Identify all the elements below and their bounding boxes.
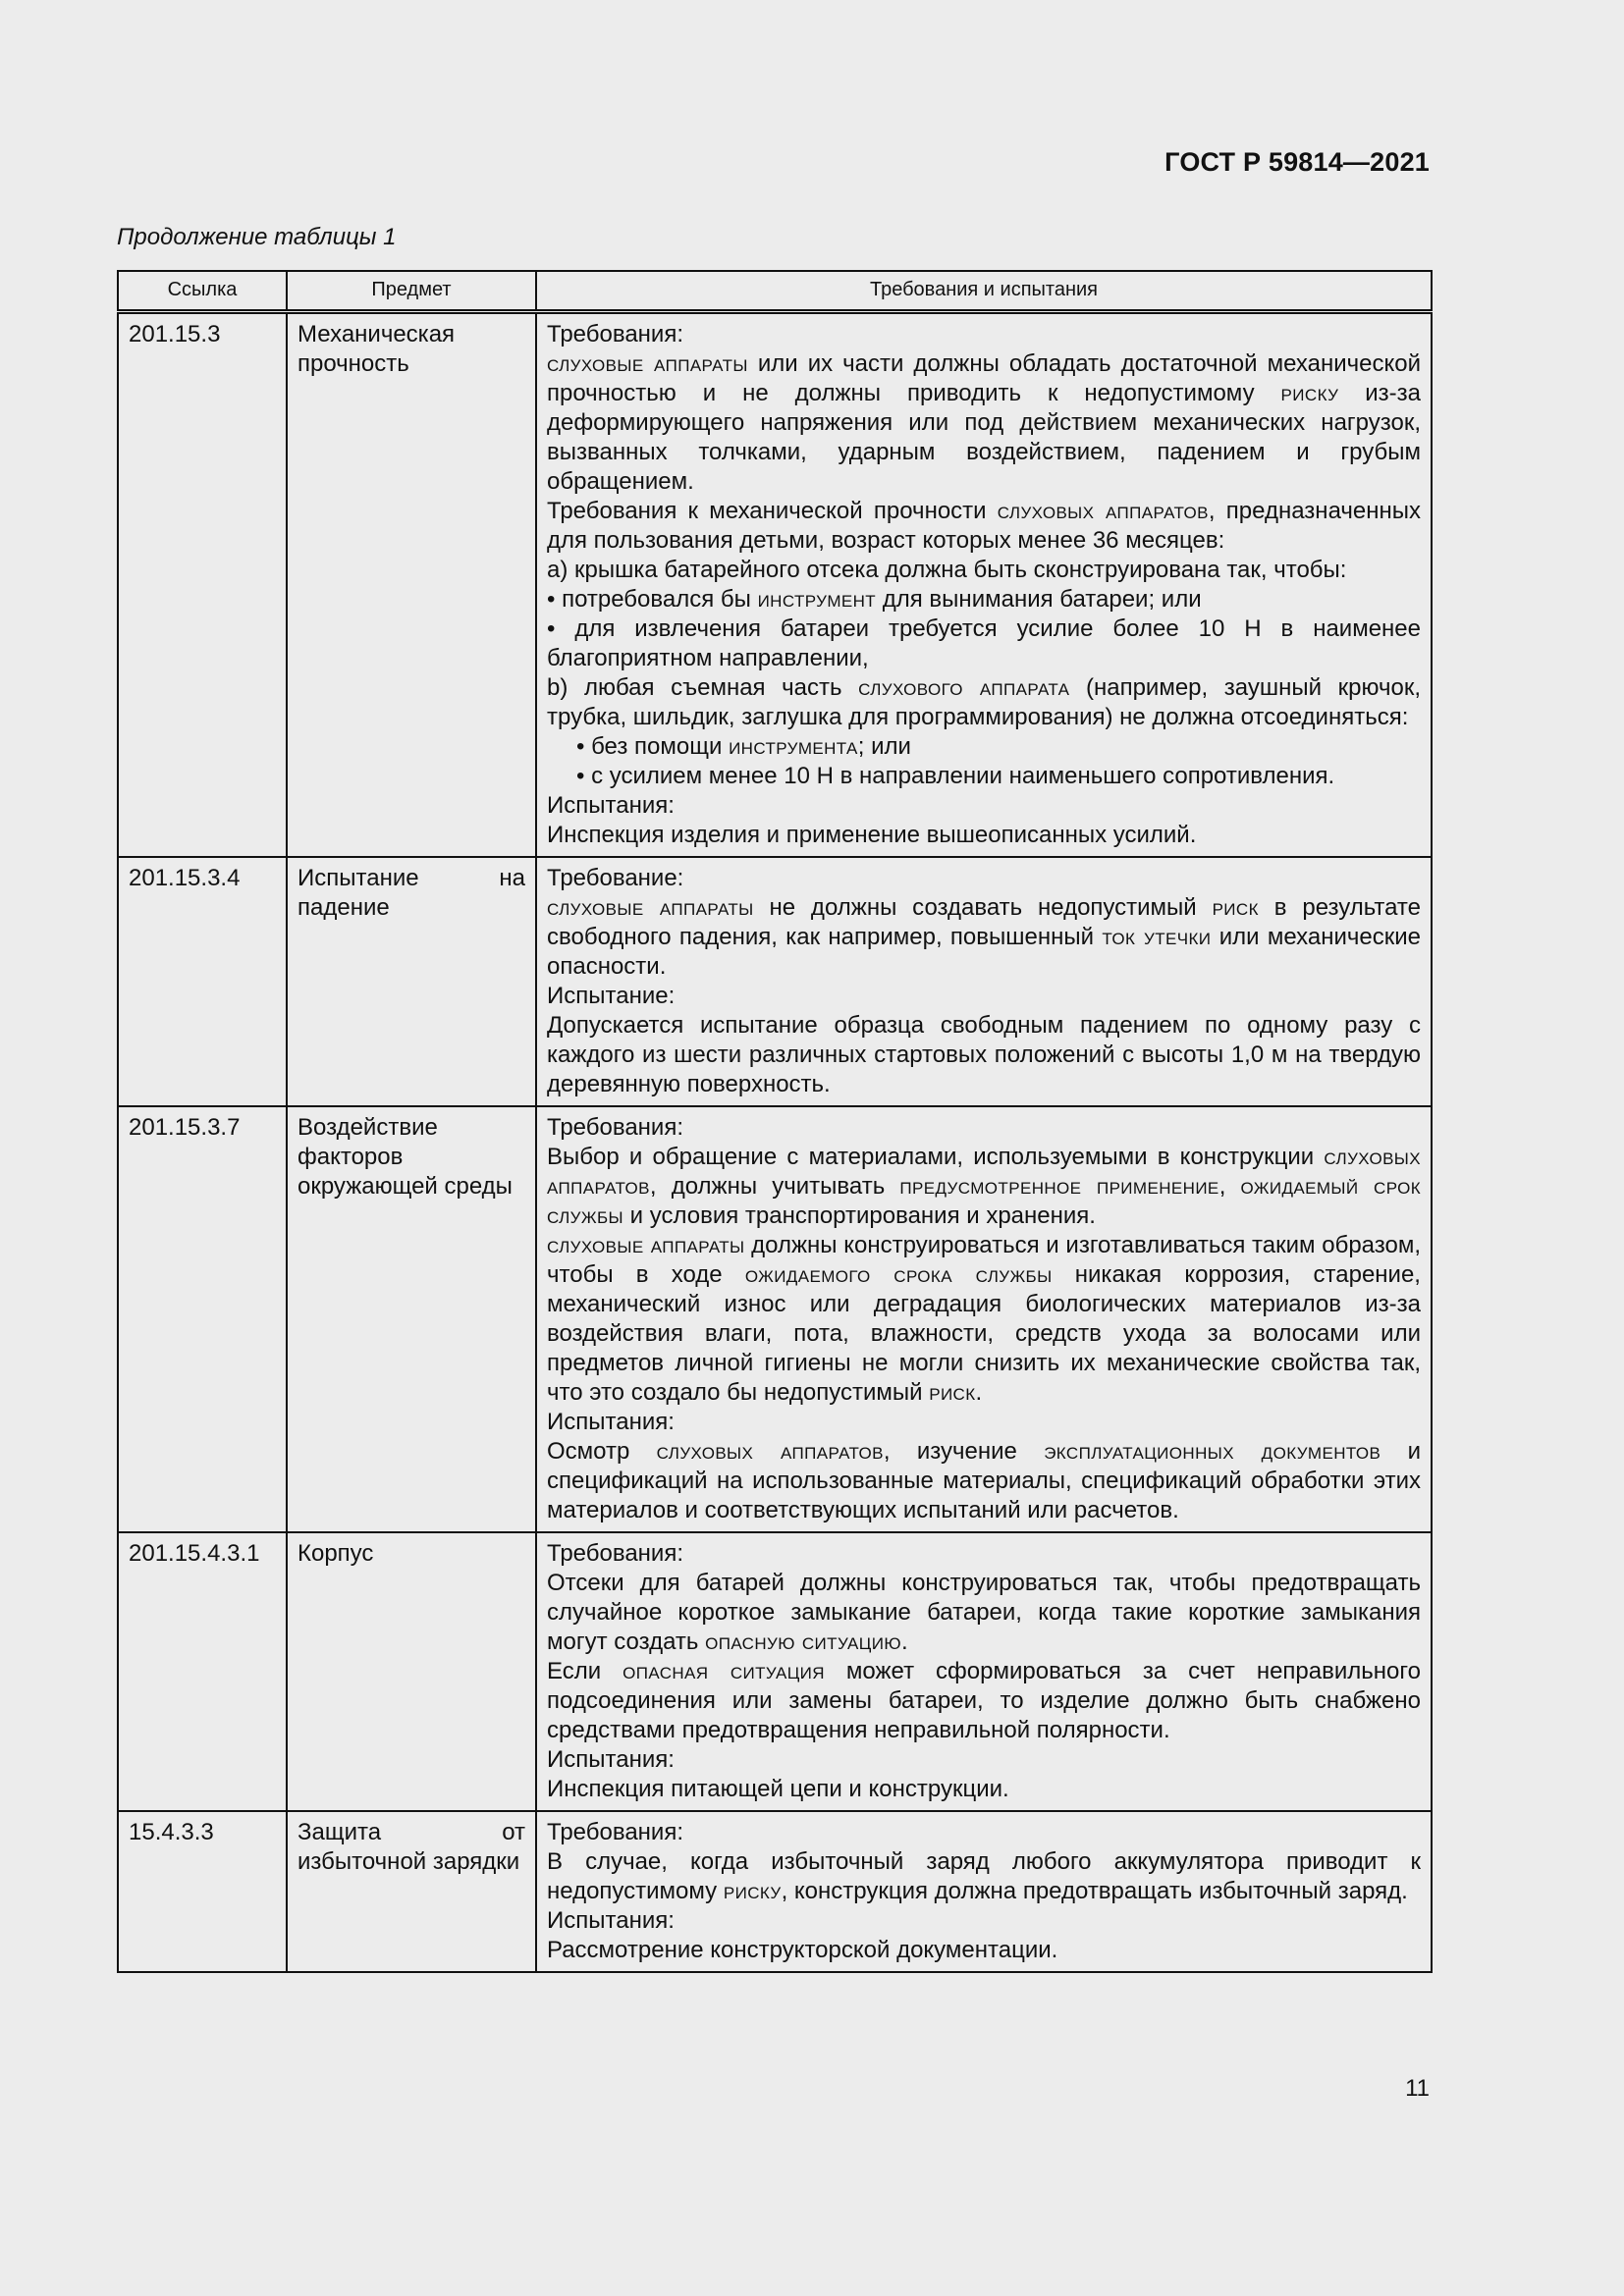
requirement-line: Испытание: [547, 983, 676, 1009]
requirement-line: Требования: [547, 1819, 683, 1845]
requirement-line: • потребовался бы инструмент для вынимания батареи; или [547, 586, 1202, 613]
defined-term: слуховых аппаратов [997, 498, 1209, 524]
defined-term: эксплуатационных документов [1044, 1438, 1381, 1465]
requirements-cell [536, 857, 1432, 1106]
requirement-line: Требования: [547, 1540, 683, 1567]
table-header-row [118, 271, 1432, 312]
table-row [118, 1106, 1432, 1532]
defined-term: слуховые аппараты [547, 350, 748, 377]
defined-term: риск [1212, 894, 1259, 921]
defined-term: опасная ситуация [623, 1658, 825, 1684]
requirement-line: Требования к механической прочности слуховых аппаратов, предназначенных для пользования детьми, возраст которых менее 36 месяцев: [547, 498, 1421, 554]
reference-cell: 201.15.3.7 [118, 1106, 287, 1532]
requirement-line: Требования: [547, 321, 683, 347]
requirement-line: b) любая съемная часть слухового аппарата (например, заушный крючок, трубка, шильдик, заглушка для программирования) не должна отсоединяться: [547, 674, 1421, 730]
requirement-line: • без помощи инструмента; или [576, 733, 911, 760]
reference-cell: 201.15.3.4 [118, 857, 287, 1106]
reference-cell: 15.4.3.3 [118, 1811, 287, 1972]
column-header-requirements: Требования и испытания [536, 271, 1432, 312]
defined-term: слуховые аппараты [547, 1232, 745, 1258]
subject-cell: Испытание на падение [287, 857, 536, 1106]
document-code: ГОСТ Р 59814—2021 [1164, 147, 1430, 177]
requirement-line: a) крышка батарейного отсека должна быть сконструирована так, чтобы: [547, 557, 1347, 583]
defined-term: риску [723, 1878, 782, 1904]
reference-cell: 201.15.3 [118, 312, 287, 858]
defined-term: слуховых аппаратов [656, 1438, 884, 1465]
defined-term: слуховых аппаратов [547, 1144, 1421, 1200]
requirement-line: Испытания: [547, 1409, 675, 1435]
requirement-line: слуховые аппараты должны конструироваться и изготавливаться таким образом, чтобы в ходе ожидаемого срока службы никакая коррозия, старение, механический износ или деградация биологических материалов из-за воздействия влаги, пота, влажности, средств ухода за волосами или предметов личной гигиены не могли снизить их механические свойства так, что это создало бы недопустимый риск. [547, 1232, 1421, 1406]
defined-term: опасную ситуацию [705, 1629, 901, 1655]
requirement-line: слуховые аппараты не должны создавать недопустимый риск в результате свободного падения, как например, повышенный ток утечки или механические опасности. [547, 894, 1422, 980]
requirement-line: Выбор и обращение с материалами, используемыми в конструкции слуховых аппаратов, должны учитывать предусмотренное применение, ожидаемый срок службы и условия транспортирования и хранения. [547, 1144, 1421, 1229]
defined-term: риск [929, 1379, 976, 1406]
requirement-line: слуховые аппараты или их части должны обладать достаточной механической прочностью и не должны приводить к недопустимому риску из-за деформирующего напряжения или под действием механических нагрузок, вызванных толчками, ударным воздействием, падением и грубым обращением. [547, 350, 1422, 495]
requirement-line: Инспекция питающей цепи и конструкции. [547, 1776, 1009, 1802]
defined-term: слухового аппарата [858, 674, 1070, 701]
defined-term: слуховые аппараты [547, 894, 754, 921]
requirements-cell [536, 1106, 1432, 1532]
defined-term: ожидаемого срока службы [744, 1261, 1053, 1288]
requirements-cell [536, 1811, 1432, 1972]
table-row [118, 1811, 1432, 1972]
requirement-line: Осмотр слуховых аппаратов, изучение эксплуатационных документов и спецификаций на использованные материалы, спецификаций обработки этих материалов и соответствующих испытаний или расчетов. [547, 1438, 1421, 1523]
table-body [118, 312, 1432, 1973]
column-header-subject: Предмет [287, 271, 536, 312]
defined-term: инструмента [729, 733, 858, 760]
requirement-line: В случае, когда избыточный заряд любого аккумулятора приводит к недопустимому риску, конструкция должна предотвращать избыточный заряд. [547, 1848, 1421, 1904]
defined-term: риску [1280, 380, 1339, 406]
requirement-line: Испытания: [547, 792, 675, 819]
requirements-cell [536, 1532, 1432, 1811]
defined-term: инструмент [757, 586, 877, 613]
reference-cell: 201.15.4.3.1 [118, 1532, 287, 1811]
table-caption: Продолжение таблицы 1 [117, 224, 397, 250]
defined-term: ток утечки [1102, 924, 1212, 950]
requirements-cell [536, 312, 1432, 858]
requirement-line: Отсеки для батарей должны конструироваться так, чтобы предотвращать случайное короткое замыкание батареи, когда такие короткие замыкания могут создать опасную ситуацию. [547, 1570, 1421, 1655]
requirement-line: Если опасная ситуация может сформироваться за счет неправильного подсоединения или замены батареи, то изделие должно быть снабжено средствами предотвращения неправильной полярности. [547, 1658, 1421, 1743]
subject-cell: Механическая прочность [287, 312, 536, 858]
subject-cell: Воздействие факторов окружающей среды [287, 1106, 536, 1532]
table-row [118, 312, 1432, 858]
page-number: 11 [1405, 2075, 1430, 2102]
defined-term: предусмотренное применение [899, 1173, 1219, 1200]
table-row [118, 857, 1432, 1106]
requirement-line: Испытания: [547, 1907, 675, 1934]
subject-cell: Корпус [287, 1532, 536, 1811]
requirements-table [117, 270, 1433, 1973]
column-header-reference: Ссылка [118, 271, 287, 312]
defined-term: ожидаемый срок службы [547, 1173, 1421, 1229]
requirement-line: Требования: [547, 1114, 683, 1141]
table-row [118, 1532, 1432, 1811]
requirement-line: Рассмотрение конструкторской документации. [547, 1937, 1058, 1963]
requirement-line: Требование: [547, 865, 684, 891]
requirement-line: Испытания: [547, 1746, 675, 1773]
subject-cell: Защита от избыточной зарядки [287, 1811, 536, 1972]
requirement-line: Инспекция изделия и применение вышеописанных усилий. [547, 822, 1197, 848]
requirement-line: Допускается испытание образца свободным падением по одному разу с каждого из шести различных стартовых положений с высоты 1,0 м на твердую деревянную поверхность. [547, 1012, 1421, 1097]
requirement-line: • с усилием менее 10 Н в направлении наименьшего сопротивления. [576, 763, 1335, 789]
requirement-line: • для извлечения батареи требуется усилие более 10 Н в наименее благоприятном направлении, [547, 615, 1421, 671]
